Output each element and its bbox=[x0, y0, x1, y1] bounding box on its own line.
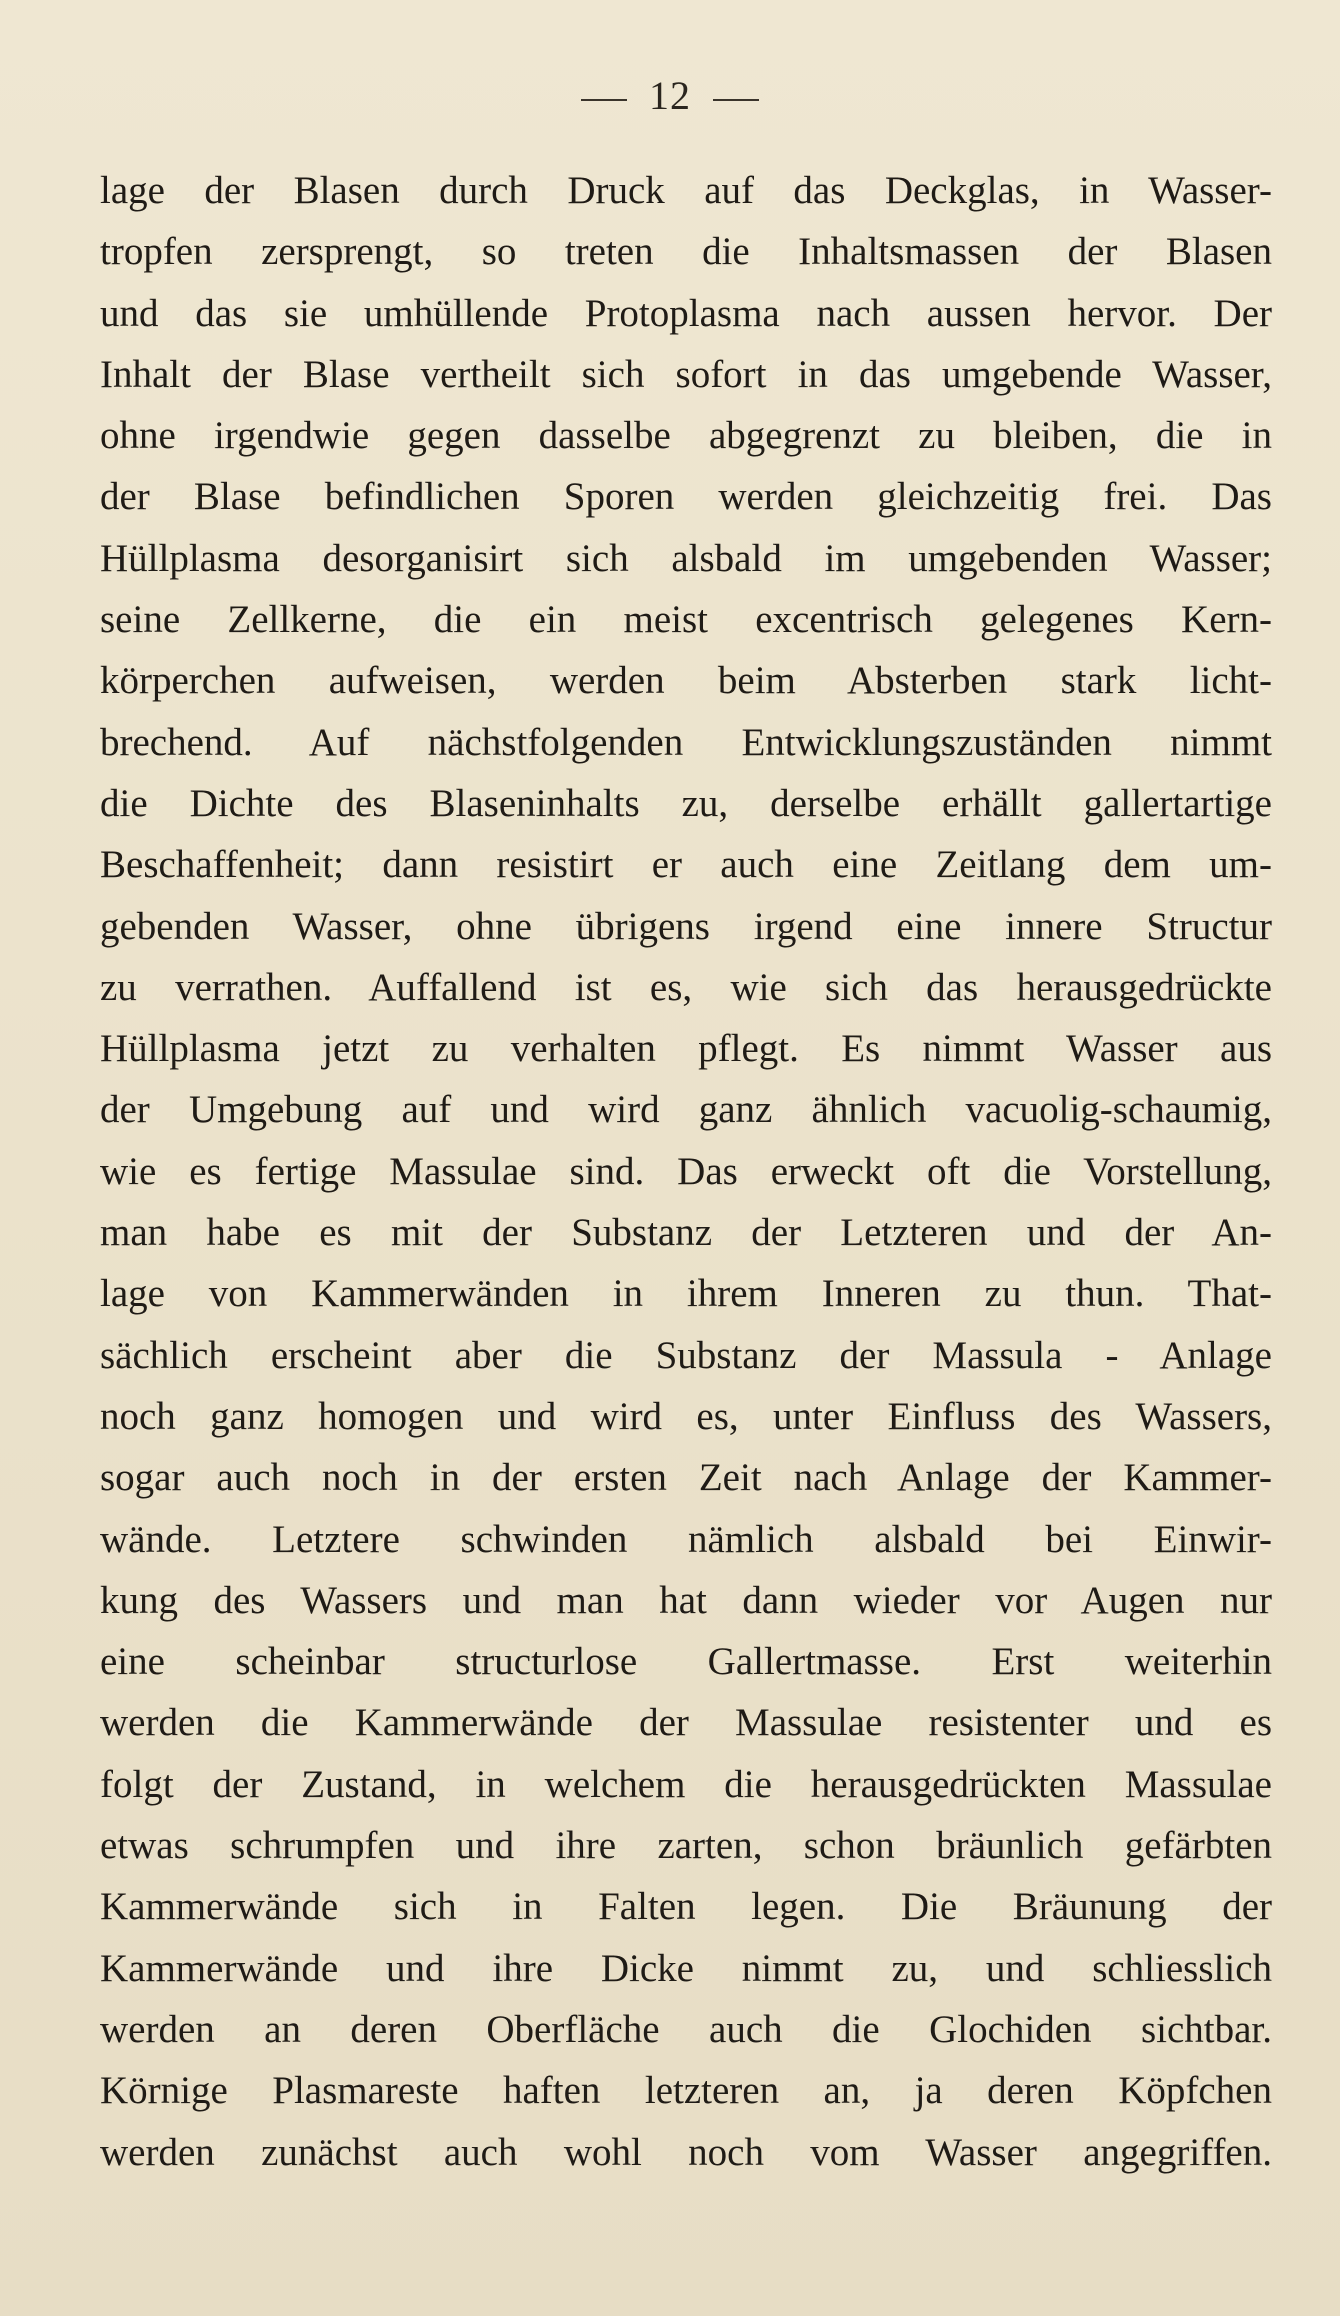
text-line: gebenden Wasser, ohne übrigens irgend eine innere Structur bbox=[100, 904, 1272, 948]
text-line: Körnige Plasmareste haften letzteren an, ja deren Köpfchen bbox=[100, 2069, 1272, 2113]
text-line: noch ganz homogen und wird es, unter Einfluss des Wassers, bbox=[100, 1394, 1272, 1438]
text-line: Hüllplasma jetzt zu verhalten pflegt. Es nimmt Wasser aus bbox=[100, 1027, 1272, 1071]
text-line: lage der Blasen durch Druck auf das Deckglas, in Wasser- bbox=[100, 169, 1272, 212]
text-line: der Blase befindlichen Sporen werden gleichzeitig frei. Das bbox=[100, 475, 1272, 519]
page-header bbox=[0, 72, 1340, 119]
text-line: wände. Letztere schwinden nämlich alsbald bei Einwir- bbox=[100, 1517, 1272, 1561]
text-line: sogar auch noch in der ersten Zeit nach Anlage der Kammer- bbox=[100, 1456, 1272, 1500]
text-line: eine scheinbar structurlose Gallertmasse. Erst weiterhin bbox=[100, 1640, 1272, 1684]
text-line: Inhalt der Blase vertheilt sich sofort in das umgebende Wasser, bbox=[100, 352, 1272, 396]
text-line: sächlich erscheint aber die Substanz der Massula - Anlage bbox=[100, 1333, 1272, 1377]
text-line: werden an deren Oberfläche auch die Glochiden sichtbar. bbox=[100, 2007, 1272, 2051]
text-line: seine Zellkerne, die ein meist excentrisch gelegenes Kern- bbox=[100, 598, 1272, 642]
text-line: und das sie umhüllende Protoplasma nach aussen hervor. Der bbox=[100, 291, 1272, 335]
page-number: 12 bbox=[649, 73, 691, 118]
text-line: werden die Kammerwände der Massulae resistenter und es bbox=[100, 1701, 1272, 1745]
text-line: werden zunächst auch wohl noch vom Wasser angegriffen. bbox=[100, 2130, 1272, 2174]
text-line: die Dichte des Blaseninhalts zu, derselbe erhällt gallertartige bbox=[100, 781, 1272, 825]
text-line: Beschaffenheit; dann resistirt er auch eine Zeitlang dem um- bbox=[100, 843, 1272, 887]
body-text bbox=[100, 160, 1272, 2183]
text-line: man habe es mit der Substanz der Letzteren und der An- bbox=[100, 1211, 1272, 1255]
text-line: folgt der Zustand, in welchem die herausgedrückten Massulae bbox=[100, 1762, 1272, 1806]
text-line: wie es fertige Massulae sind. Das erweckt oft die Vorstellung, bbox=[100, 1149, 1272, 1193]
text-line: lage von Kammerwänden in ihrem Inneren zu thun. That- bbox=[100, 1272, 1272, 1316]
text-line: zu verrathen. Auffallend ist es, wie sich das herausgedrückte bbox=[100, 965, 1272, 1009]
text-line: tropfen zersprengt, so treten die Inhaltsmassen der Blasen bbox=[100, 230, 1272, 274]
text-line: Hüllplasma desorganisirt sich alsbald im umgebenden Wasser; bbox=[100, 536, 1272, 580]
text-line: brechend. Auf nächstfolgenden Entwicklungszuständen nimmt bbox=[100, 720, 1272, 764]
text-line: Kammerwände sich in Falten legen. Die Bräunung der bbox=[100, 1885, 1272, 1929]
text-line: ohne irgendwie gegen dasselbe abgegrenzt zu bleiben, die in bbox=[100, 414, 1272, 458]
header-dash-right bbox=[713, 99, 759, 101]
text-line: der Umgebung auf und wird ganz ähnlich vacuolig-schaumig, bbox=[100, 1088, 1272, 1132]
text-line: körperchen aufweisen, werden beim Absterben stark licht- bbox=[100, 659, 1272, 703]
text-line: kung des Wassers und man hat dann wieder vor Augen nur bbox=[100, 1578, 1272, 1622]
text-line: Kammerwände und ihre Dicke nimmt zu, und schliesslich bbox=[100, 1946, 1272, 1990]
header-dash-left bbox=[581, 99, 627, 101]
text-line: etwas schrumpfen und ihre zarten, schon bräunlich gefärbten bbox=[100, 1824, 1272, 1868]
